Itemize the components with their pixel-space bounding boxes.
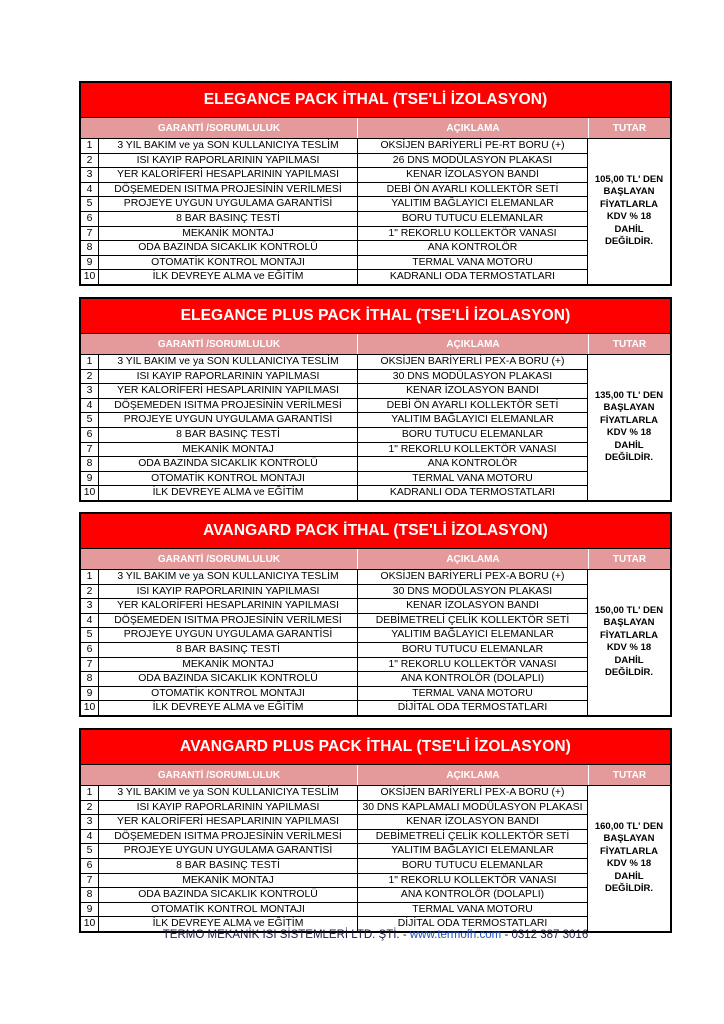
row-number: 1	[81, 139, 99, 153]
row-number: 5	[81, 628, 99, 642]
aciklama-cell: ANA KONTROLÖR (DOLAPLI)	[358, 888, 588, 902]
garanti-cell: YER KALORİFERİ HESAPLARININ YAPILMASI	[99, 384, 358, 398]
row-number: 1	[81, 786, 99, 800]
header-aciklama: AÇIKLAMA	[358, 765, 589, 785]
table-row	[81, 672, 588, 687]
aciklama-cell: BORU TUTUCU ELEMANLAR	[358, 212, 588, 226]
table-row	[81, 355, 588, 370]
garanti-cell: MEKANİK MONTAJ	[99, 443, 358, 457]
garanti-cell: PROJEYE UYGUN UYGULAMA GARANTİSİ	[99, 628, 358, 642]
row-number: 5	[81, 844, 99, 858]
table-rows	[81, 786, 588, 931]
garanti-cell: PROJEYE UYGUN UYGULAMA GARANTİSİ	[99, 197, 358, 211]
table-body	[81, 570, 670, 715]
row-number: 2	[81, 154, 99, 168]
aciklama-cell: DEBİ ÖN AYARLI KOLLEKTÖR SETİ	[358, 399, 588, 413]
table-row	[81, 903, 588, 918]
aciklama-cell: TERMAL VANA MOTORU	[358, 472, 588, 486]
aciklama-cell: YALITIM BAĞLAYICI ELEMANLAR	[358, 197, 588, 211]
aciklama-cell: DEBİ ÖN AYARLI KOLLEKTÖR SETİ	[358, 183, 588, 197]
aciklama-cell: 26 DNS MODÜLASYON PLAKASI	[358, 154, 588, 168]
table-row	[81, 384, 588, 399]
garanti-cell: 3 YIL BAKIM ve ya SON KULLANICIYA TESLİM	[99, 570, 358, 584]
row-number: 2	[81, 585, 99, 599]
table-row	[81, 154, 588, 169]
aciklama-cell: DEBİMETRELİ ÇELİK KOLLEKTÖR SETİ	[358, 830, 588, 844]
row-number: 1	[81, 570, 99, 584]
garanti-cell: ODA BAZINDA SICAKLIK KONTROLÜ	[99, 241, 358, 255]
row-number: 5	[81, 413, 99, 427]
table-row	[81, 270, 588, 284]
row-number: 4	[81, 183, 99, 197]
pack-title: AVANGARD PLUS PACK İTHAL (TSE'Lİ İZOLASYON)	[81, 730, 670, 765]
header-garanti: GARANTİ /SORUMLULUK	[81, 765, 358, 785]
tutar-line: KDV % 18 DAHİL	[606, 211, 652, 235]
aciklama-cell: 30 DNS KAPLAMALI MODÜLASYON PLAKASI	[358, 801, 588, 815]
aciklama-cell: DEBİMETRELİ ÇELİK KOLLEKTÖR SETİ	[358, 614, 588, 628]
aciklama-cell: TERMAL VANA MOTORU	[358, 903, 588, 917]
aciklama-cell: 1" REKORLU KOLLEKTÖR VANASI	[358, 227, 588, 241]
table-row	[81, 844, 588, 859]
garanti-cell: PROJEYE UYGUN UYGULAMA GARANTİSİ	[99, 413, 358, 427]
row-number: 3	[81, 599, 99, 613]
garanti-cell: MEKANİK MONTAJ	[99, 227, 358, 241]
tutar-line: BAŞLAYAN	[603, 402, 655, 414]
table-body	[81, 139, 670, 284]
garanti-cell: MEKANİK MONTAJ	[99, 874, 358, 888]
garanti-cell: PROJEYE UYGUN UYGULAMA GARANTİSİ	[99, 844, 358, 858]
header-tutar: TUTAR	[612, 122, 647, 134]
aciklama-cell: OKSİJEN BARİYERLİ PEX-A BORU (+)	[358, 570, 588, 584]
table-header	[81, 765, 670, 786]
table-row	[81, 628, 588, 643]
row-number: 10	[81, 917, 99, 931]
table-rows	[81, 570, 588, 715]
table-row	[81, 197, 588, 212]
table-body	[81, 786, 670, 931]
table-row	[81, 399, 588, 414]
garanti-cell: DÖŞEMEDEN ISITMA PROJESİNİN VERİLMESİ	[99, 183, 358, 197]
aciklama-cell: DİJİTAL ODA TERMOSTATLARI	[358, 917, 588, 931]
table-row	[81, 874, 588, 889]
aciklama-cell: KENAR İZOLASYON BANDI	[358, 384, 588, 398]
tutar-line: DEĞİLDİR.	[604, 883, 654, 895]
table-row	[81, 687, 588, 702]
table-row	[81, 815, 588, 830]
table-header	[81, 118, 670, 139]
garanti-cell: ISI KAYIP RAPORLARININ YAPILMASI	[99, 801, 358, 815]
garanti-cell: İLK DEVREYE ALMA ve EĞİTİM	[99, 917, 358, 931]
aciklama-cell: KENAR İZOLASYON BANDI	[358, 815, 588, 829]
row-number: 4	[81, 830, 99, 844]
tutar-line: KDV % 18 DAHİL	[606, 427, 652, 451]
tutar-line: 160,00 TL' DEN	[594, 820, 664, 832]
table-rows	[81, 139, 588, 284]
garanti-cell: YER KALORİFERİ HESAPLARININ YAPILMASI	[99, 815, 358, 829]
row-number: 6	[81, 428, 99, 442]
tutar-line: BAŞLAYAN	[603, 186, 655, 198]
aciklama-cell: YALITIM BAĞLAYICI ELEMANLAR	[358, 413, 588, 427]
table-row	[81, 168, 588, 183]
tutar-cell	[588, 786, 670, 931]
tutar-line: FİYATLARLA	[599, 629, 659, 641]
tutar-line: KDV % 18 DAHİL	[606, 858, 652, 882]
aciklama-cell: OKSİJEN BARİYERLİ PEX-A BORU (+)	[358, 355, 588, 369]
row-number: 10	[81, 486, 99, 500]
aciklama-cell: KADRANLI ODA TERMOSTATLARI	[358, 486, 588, 500]
garanti-cell: 3 YIL BAKIM ve ya SON KULLANICIYA TESLİM	[99, 355, 358, 369]
aciklama-cell: KENAR İZOLASYON BANDI	[358, 168, 588, 182]
table-row	[81, 413, 588, 428]
tutar-cell	[588, 570, 670, 715]
row-number: 6	[81, 643, 99, 657]
aciklama-cell: 30 DNS MODÜLASYON PLAKASI	[358, 585, 588, 599]
tutar-line: FİYATLARLA	[599, 845, 659, 857]
table-body	[81, 355, 670, 500]
table-row	[81, 643, 588, 658]
garanti-cell: ODA BAZINDA SICAKLIK KONTROLÜ	[99, 672, 358, 686]
row-number: 8	[81, 241, 99, 255]
table-row	[81, 183, 588, 198]
table-row	[81, 428, 588, 443]
table-row	[81, 888, 588, 903]
tutar-line: 105,00 TL' DEN	[594, 173, 664, 185]
aciklama-cell: OKSİJEN BARİYERLİ PE-RT BORU (+)	[358, 139, 588, 153]
row-number: 9	[81, 687, 99, 701]
row-number: 1	[81, 355, 99, 369]
garanti-cell: YER KALORİFERİ HESAPLARININ YAPILMASI	[99, 599, 358, 613]
table-header	[81, 334, 670, 355]
garanti-cell: 8 BAR BASINÇ TESTİ	[99, 859, 358, 873]
row-number: 7	[81, 658, 99, 672]
tutar-line: KDV % 18 DAHİL	[606, 642, 652, 666]
footer	[79, 929, 672, 941]
row-number: 7	[81, 227, 99, 241]
aciklama-cell: ANA KONTROLÖR (DOLAPLI)	[358, 672, 588, 686]
row-number: 4	[81, 399, 99, 413]
tutar-line: DEĞİLDİR.	[604, 667, 654, 679]
table-row	[81, 443, 588, 458]
price-pack-table	[79, 728, 672, 933]
row-number: 5	[81, 197, 99, 211]
price-pack-table	[79, 512, 672, 717]
table-row	[81, 658, 588, 673]
table-row	[81, 801, 588, 816]
footer-company: TERMO MEKANİK ISI SİSTEMLERİ LTD. ŞTİ. -	[162, 929, 410, 941]
table-header	[81, 549, 670, 570]
header-garanti: GARANTİ /SORUMLULUK	[81, 118, 358, 138]
garanti-cell: OTOMATİK KONTROL MONTAJI	[99, 903, 358, 917]
table-row	[81, 370, 588, 385]
aciklama-cell: OKSİJEN BARİYERLİ PEX-A BORU (+)	[358, 786, 588, 800]
tutar-line: DEĞİLDİR.	[604, 452, 654, 464]
header-aciklama: AÇIKLAMA	[358, 549, 589, 569]
table-row	[81, 457, 588, 472]
garanti-cell: YER KALORİFERİ HESAPLARININ YAPILMASI	[99, 168, 358, 182]
table-row	[81, 472, 588, 487]
table-row	[81, 227, 588, 242]
aciklama-cell: BORU TUTUCU ELEMANLAR	[358, 859, 588, 873]
header-aciklama: AÇIKLAMA	[358, 334, 589, 354]
garanti-cell: 8 BAR BASINÇ TESTİ	[99, 643, 358, 657]
row-number: 3	[81, 168, 99, 182]
row-number: 8	[81, 888, 99, 902]
garanti-cell: DÖŞEMEDEN ISITMA PROJESİNİN VERİLMESİ	[99, 830, 358, 844]
garanti-cell: ODA BAZINDA SICAKLIK KONTROLÜ	[99, 457, 358, 471]
garanti-cell: ISI KAYIP RAPORLARININ YAPILMASI	[99, 154, 358, 168]
table-row	[81, 859, 588, 874]
tutar-line: DEĞİLDİR.	[604, 236, 654, 248]
garanti-cell: İLK DEVREYE ALMA ve EĞİTİM	[99, 270, 358, 284]
garanti-cell: OTOMATİK KONTROL MONTAJI	[99, 472, 358, 486]
row-number: 9	[81, 903, 99, 917]
header-tutar: TUTAR	[612, 338, 647, 350]
pack-title: AVANGARD PACK İTHAL (TSE'Lİ İZOLASYON)	[81, 514, 670, 549]
garanti-cell: ODA BAZINDA SICAKLIK KONTROLÜ	[99, 888, 358, 902]
aciklama-cell: 1" REKORLU KOLLEKTÖR VANASI	[358, 658, 588, 672]
aciklama-cell: YALITIM BAĞLAYICI ELEMANLAR	[358, 628, 588, 642]
row-number: 6	[81, 212, 99, 226]
aciklama-cell: BORU TUTUCU ELEMANLAR	[358, 643, 588, 657]
aciklama-cell: 1" REKORLU KOLLEKTÖR VANASI	[358, 874, 588, 888]
row-number: 3	[81, 384, 99, 398]
table-row	[81, 786, 588, 801]
table-row	[81, 212, 588, 227]
table-row	[81, 139, 588, 154]
garanti-cell: İLK DEVREYE ALMA ve EĞİTİM	[99, 701, 358, 715]
tutar-line: 135,00 TL' DEN	[594, 389, 664, 401]
row-number: 7	[81, 443, 99, 457]
tutar-line: 150,00 TL' DEN	[594, 604, 664, 616]
pack-title: ELEGANCE PACK İTHAL (TSE'Lİ İZOLASYON)	[81, 83, 670, 118]
row-number: 6	[81, 859, 99, 873]
aciklama-cell: DİJİTAL ODA TERMOSTATLARI	[358, 701, 588, 715]
garanti-cell: ISI KAYIP RAPORLARININ YAPILMASI	[99, 370, 358, 384]
row-number: 3	[81, 815, 99, 829]
table-row	[81, 585, 588, 600]
price-pack-table	[79, 81, 672, 286]
header-garanti: GARANTİ /SORUMLULUK	[81, 334, 358, 354]
table-row	[81, 614, 588, 629]
row-number: 7	[81, 874, 99, 888]
row-number: 9	[81, 256, 99, 270]
aciklama-cell: ANA KONTROLÖR	[358, 457, 588, 471]
aciklama-cell: TERMAL VANA MOTORU	[358, 687, 588, 701]
tutar-line: FİYATLARLA	[599, 414, 659, 426]
garanti-cell: OTOMATİK KONTROL MONTAJI	[99, 256, 358, 270]
row-number: 4	[81, 614, 99, 628]
aciklama-cell: TERMAL VANA MOTORU	[358, 256, 588, 270]
footer-phone: - 0312 387 3016	[501, 929, 589, 941]
tutar-cell	[588, 139, 670, 284]
garanti-cell: DÖŞEMEDEN ISITMA PROJESİNİN VERİLMESİ	[99, 614, 358, 628]
garanti-cell: 3 YIL BAKIM ve ya SON KULLANICIYA TESLİM	[99, 786, 358, 800]
header-garanti: GARANTİ /SORUMLULUK	[81, 549, 358, 569]
aciklama-cell: BORU TUTUCU ELEMANLAR	[358, 428, 588, 442]
aciklama-cell: KADRANLI ODA TERMOSTATLARI	[358, 270, 588, 284]
table-row	[81, 241, 588, 256]
garanti-cell: İLK DEVREYE ALMA ve EĞİTİM	[99, 486, 358, 500]
row-number: 2	[81, 370, 99, 384]
garanti-cell: MEKANİK MONTAJ	[99, 658, 358, 672]
header-aciklama: AÇIKLAMA	[358, 118, 589, 138]
header-tutar: TUTAR	[612, 553, 647, 565]
row-number: 2	[81, 801, 99, 815]
table-row	[81, 830, 588, 845]
table-row	[81, 486, 588, 500]
row-number: 9	[81, 472, 99, 486]
tutar-line: BAŞLAYAN	[603, 833, 655, 845]
aciklama-cell: ANA KONTROLÖR	[358, 241, 588, 255]
table-row	[81, 570, 588, 585]
aciklama-cell: YALITIM BAĞLAYICI ELEMANLAR	[358, 844, 588, 858]
tutar-line: BAŞLAYAN	[603, 617, 655, 629]
garanti-cell: DÖŞEMEDEN ISITMA PROJESİNİN VERİLMESİ	[99, 399, 358, 413]
garanti-cell: 8 BAR BASINÇ TESTİ	[99, 212, 358, 226]
price-pack-table	[79, 297, 672, 502]
garanti-cell: ISI KAYIP RAPORLARININ YAPILMASI	[99, 585, 358, 599]
header-tutar: TUTAR	[612, 769, 647, 781]
garanti-cell: 8 BAR BASINÇ TESTİ	[99, 428, 358, 442]
table-row	[81, 256, 588, 271]
garanti-cell: 3 YIL BAKIM ve ya SON KULLANICIYA TESLİM	[99, 139, 358, 153]
row-number: 10	[81, 701, 99, 715]
row-number: 10	[81, 270, 99, 284]
tutar-line: FİYATLARLA	[599, 198, 659, 210]
aciklama-cell: KENAR İZOLASYON BANDI	[358, 599, 588, 613]
aciklama-cell: 1" REKORLU KOLLEKTÖR VANASI	[358, 443, 588, 457]
pack-title: ELEGANCE PLUS PACK İTHAL (TSE'Lİ İZOLASYON)	[81, 299, 670, 334]
table-row	[81, 599, 588, 614]
tutar-cell	[588, 355, 670, 500]
table-row	[81, 701, 588, 715]
aciklama-cell: 30 DNS MODÜLASYON PLAKASI	[358, 370, 588, 384]
footer-website-link[interactable]: www.termofh.com	[409, 929, 502, 941]
garanti-cell: OTOMATİK KONTROL MONTAJI	[99, 687, 358, 701]
row-number: 8	[81, 672, 99, 686]
row-number: 8	[81, 457, 99, 471]
table-rows	[81, 355, 588, 500]
